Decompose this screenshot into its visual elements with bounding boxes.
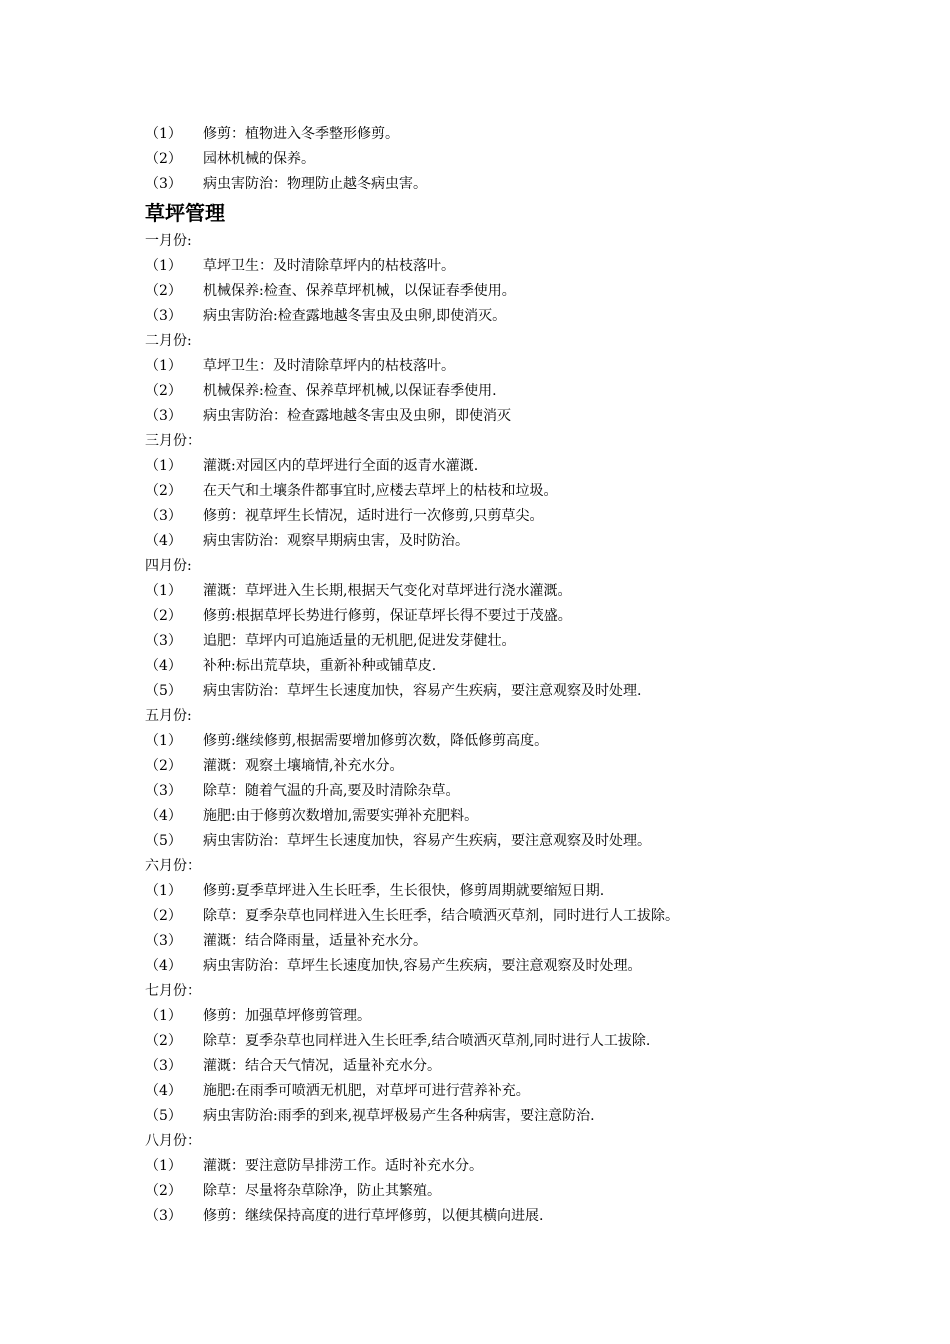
list-item: [145, 1204, 825, 1229]
month-section-july: [145, 979, 825, 1129]
item-number: （1）: [145, 358, 182, 374]
month-section-april: [145, 554, 825, 704]
item-text: 补种:标出荒草块，重新补种或铺草皮.: [203, 658, 437, 674]
list-item: [145, 122, 825, 147]
item-number: （4）: [145, 533, 182, 549]
item-text: 灌溉:对园区内的草坪进行全面的返青水灌溉.: [203, 458, 479, 474]
item-number: （5）: [145, 1108, 182, 1124]
item-text: 园林机械的保养。: [203, 151, 315, 167]
item-number: （3）: [145, 933, 182, 949]
item-number: （2）: [145, 758, 182, 774]
list-item: [145, 1029, 825, 1054]
list-item: [145, 279, 825, 304]
list-item: [145, 779, 825, 804]
month-label: 六月份：: [145, 858, 201, 874]
month-label: 八月份：: [145, 1133, 201, 1149]
list-item: [145, 404, 825, 429]
item-text: 病虫害防治：草坪生长速度加快，容易产生疾病，要注意观察及时处理.: [203, 683, 642, 699]
list-item: [145, 679, 825, 704]
list-item: [145, 454, 825, 479]
item-number: （1）: [145, 458, 182, 474]
list-item: [145, 529, 825, 554]
item-text: 灌溉：要注意防旱排涝工作。适时补充水分。: [203, 1158, 483, 1174]
month-section-january: [145, 229, 825, 329]
item-text: 修剪:根据草坪长势进行修剪，保证草坪长得不要过于茂盛。: [203, 608, 572, 624]
item-text: 修剪：加强草坪修剪管理。: [203, 1008, 371, 1024]
item-text: 修剪：继续保持高度的进行草坪修剪，以便其横向进展.: [203, 1208, 544, 1224]
item-text: 施肥:在雨季可喷洒无机肥，对草坪可进行营养补充。: [203, 1083, 530, 1099]
item-text: 修剪:继续修剪,根据需要增加修剪次数，降低修剪高度。: [203, 733, 549, 749]
list-item: [145, 172, 825, 197]
item-number: （2）: [145, 283, 182, 299]
item-text: 修剪:夏季草坪进入生长旺季，生长很快，修剪周期就要缩短日期.: [203, 883, 605, 899]
item-number: （3）: [145, 508, 182, 524]
month-label: 四月份:: [145, 558, 192, 574]
list-item: [145, 1104, 825, 1129]
item-number: （2）: [145, 151, 182, 167]
list-item: [145, 904, 825, 929]
item-text: 施肥:由于修剪次数增加,需要实弹补充肥料。: [203, 808, 479, 824]
item-number: （1）: [145, 1008, 182, 1024]
month-section-may: [145, 704, 825, 854]
month-section-june: [145, 854, 825, 979]
month-section-march: [145, 429, 825, 554]
item-number: （1）: [145, 1158, 182, 1174]
list-item: [145, 1154, 825, 1179]
item-text: 病虫害防治:检查露地越冬害虫及虫卵,即使消灭。: [203, 308, 507, 324]
list-item: [145, 954, 825, 979]
month-label: 三月份：: [145, 433, 201, 449]
month-label: 五月份:: [145, 708, 192, 724]
item-text: 病虫害防治：观察早期病虫害，及时防治。: [203, 533, 469, 549]
item-text: 病虫害防治：草坪生长速度加快，容易产生疾病，要注意观察及时处理。: [203, 833, 651, 849]
list-item: [145, 754, 825, 779]
list-item: [145, 147, 825, 172]
list-item: [145, 304, 825, 329]
item-number: （2）: [145, 383, 182, 399]
item-number: （1）: [145, 258, 182, 274]
list-item: [145, 479, 825, 504]
list-item: [145, 579, 825, 604]
list-item: [145, 654, 825, 679]
item-number: （5）: [145, 683, 182, 699]
month-label: 二月份:: [145, 333, 192, 349]
item-number: （4）: [145, 808, 182, 824]
item-text: 病虫害防治：检查露地越冬害虫及虫卵，即使消灭: [203, 408, 511, 424]
list-item: [145, 1179, 825, 1204]
list-item: [145, 354, 825, 379]
item-text: 除草：尽量将杂草除净，防止其繁殖。: [203, 1183, 441, 1199]
item-number: （3）: [145, 176, 182, 192]
item-text: 病虫害防治：草坪生长速度加快,容易产生疾病，要注意观察及时处理。: [203, 958, 642, 974]
item-text: 除草：夏季杂草也同样进入生长旺季,结合喷洒灭草剂,同时进行人工拔除.: [203, 1033, 651, 1049]
item-text: 在天气和土壤条件都事宜时,应楼去草坪上的枯枝和垃圾。: [203, 483, 558, 499]
list-item: [145, 379, 825, 404]
intro-list: [145, 122, 825, 197]
month-section-february: [145, 329, 825, 429]
list-item: [145, 504, 825, 529]
list-item: [145, 929, 825, 954]
month-label: 一月份:: [145, 233, 192, 249]
item-number: （3）: [145, 783, 182, 799]
item-text: 除草：夏季杂草也同样进入生长旺季，结合喷洒灭草剂，同时进行人工拔除。: [203, 908, 679, 924]
item-text: 病虫害防治：物理防止越冬病虫害。: [203, 176, 427, 192]
item-text: 修剪：视草坪生长情况，适时进行一次修剪,只剪草尖。: [203, 508, 544, 524]
list-item: [145, 879, 825, 904]
list-item: [145, 729, 825, 754]
item-number: （4）: [145, 958, 182, 974]
document-page: [145, 122, 825, 1229]
item-number: （1）: [145, 733, 182, 749]
item-text: 机械保养:检查、保养草坪机械,以保证春季使用.: [203, 383, 497, 399]
item-text: 机械保养:检查、保养草坪机械，以保证春季使用。: [203, 283, 516, 299]
item-number: （3）: [145, 408, 182, 424]
item-number: （1）: [145, 126, 182, 142]
item-text: 除草：随着气温的升高,要及时清除杂草。: [203, 783, 460, 799]
item-text: 灌溉：草坪进入生长期,根据天气变化对草坪进行浇水灌溉。: [203, 583, 572, 599]
list-item: [145, 1079, 825, 1104]
item-number: （2）: [145, 908, 182, 924]
item-number: （3）: [145, 1208, 182, 1224]
item-text: 草坪卫生：及时清除草坪内的枯枝落叶。: [203, 358, 455, 374]
list-item: [145, 254, 825, 279]
item-number: （2）: [145, 1033, 182, 1049]
item-number: （4）: [145, 658, 182, 674]
item-text: 灌溉：观察土壤墒情,补充水分。: [203, 758, 404, 774]
item-number: （3）: [145, 1058, 182, 1074]
item-number: （5）: [145, 833, 182, 849]
item-number: （4）: [145, 1083, 182, 1099]
list-item: [145, 1054, 825, 1079]
item-number: （2）: [145, 483, 182, 499]
item-text: 修剪：植物进入冬季整形修剪。: [203, 126, 399, 142]
list-item: [145, 804, 825, 829]
month-section-august: [145, 1129, 825, 1229]
item-text: 灌溉：结合降雨量，适量补充水分。: [203, 933, 427, 949]
list-item: [145, 629, 825, 654]
item-number: （1）: [145, 883, 182, 899]
list-item: [145, 1004, 825, 1029]
item-number: （1）: [145, 583, 182, 599]
item-text: 草坪卫生：及时清除草坪内的枯枝落叶。: [203, 258, 455, 274]
list-item: [145, 829, 825, 854]
item-number: （3）: [145, 633, 182, 649]
item-text: 灌溉：结合天气情况，适量补充水分。: [203, 1058, 441, 1074]
item-number: （2）: [145, 608, 182, 624]
month-label: 七月份：: [145, 983, 201, 999]
item-number: （3）: [145, 308, 182, 324]
section-heading: 草坪管理: [145, 201, 225, 225]
list-item: [145, 604, 825, 629]
item-number: （2）: [145, 1183, 182, 1199]
item-text: 病虫害防治:雨季的到来,视草坪极易产生各种病害，要注意防治.: [203, 1108, 595, 1124]
item-text: 追肥：草坪内可追施适量的无机肥,促进发芽健壮。: [203, 633, 516, 649]
